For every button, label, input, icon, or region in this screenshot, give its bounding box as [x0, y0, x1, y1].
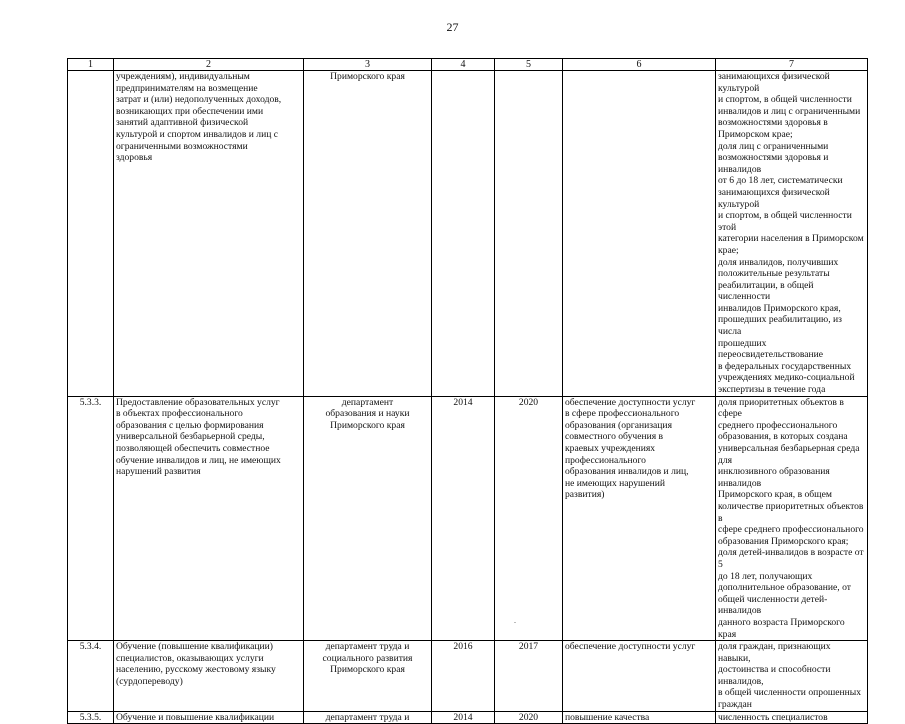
measure-executor: департамент труда и социального развития Приморского края — [304, 641, 432, 712]
measure-number — [68, 71, 114, 397]
measure-executor: департамент труда и — [304, 711, 432, 724]
column-header: 1 — [68, 59, 114, 71]
measure-end-year: 2020 — [495, 396, 563, 640]
measure-indicator: численность специалистов — [716, 711, 868, 724]
column-header: 3 — [304, 59, 432, 71]
measure-result: обеспечение доступности услуг — [563, 641, 716, 712]
measure-start-year: 2014 — [432, 396, 495, 640]
measure-result: повышение качества — [563, 711, 716, 724]
column-header: 2 — [114, 59, 304, 71]
measure-number: 5.3.3. — [68, 396, 114, 640]
table-row — [68, 641, 868, 712]
measure-start-year: 2016 — [432, 641, 495, 712]
measure-name: Обучение и повышение квалификации — [114, 711, 304, 724]
measure-executor: Приморского края — [304, 71, 432, 397]
column-number-row — [68, 59, 868, 71]
table-row — [68, 711, 868, 724]
measure-end-year: 2017 — [495, 641, 563, 712]
column-header: 5 — [495, 59, 563, 71]
measure-start-year: 2014 — [432, 711, 495, 724]
measure-indicator: доля граждан, признающих навыки, достоинства и способности инвалидов, в общей численности опрошенных граждан — [716, 641, 868, 712]
measure-executor: департамент образования и науки Приморского края — [304, 396, 432, 640]
measure-indicator: занимающихся физической культурой и спортом, в общей численности инвалидов и лиц с ограниченными возможностями здоровья в Приморском крае; доля лиц с ограниченными возможностями здоровья и инвалидов от 6 до 18 лет, систематически занимающихся физической культурой и спортом, в общей численности этой категории населения в Приморском крае; доля инвалидов, получивших положительные результаты реабилитации, в общей численности инвалидов Приморского края, прошедших реабилитацию, из числа прошедших переосвидетельствование в федеральных государственных учреждениях медико-социальной экспертизы в течение года — [716, 71, 868, 397]
measure-name: Предоставление образовательных услуг в объектах профессионального образования с целью формирования универсальной безбарьерной среды, позволяющей обеспечить совместное обучение инвалидов и лиц, не имеющих нарушений развития — [114, 396, 304, 640]
measure-indicator: доля приоритетных объектов в сфере среднего профессионального образования, в которых создана универсальная безбарьерная среда для инклюзивного образования инвалидов Приморского края, в общем количестве приоритетных объектов в сфере среднего профессионального образования Приморского края; доля детей-инвалидов в возрасте от 5 до 18 лет, получающих дополнительное образование, от общей численности детей-инвалидов данного возраста Приморского края — [716, 396, 868, 640]
measure-end-year: 2020 — [495, 711, 563, 724]
table-row — [68, 396, 868, 640]
measure-name: Обучение (повышение квалификации) специалистов, оказывающих услуги населению, русскому жестовому языку (сурдопереводу) — [114, 641, 304, 712]
column-header: 6 — [563, 59, 716, 71]
measure-end-year — [495, 71, 563, 397]
page-number: 27 — [446, 20, 459, 34]
measure-result — [563, 71, 716, 397]
measure-number: 5.3.5. — [68, 711, 114, 724]
column-header: 7 — [716, 59, 868, 71]
column-header: 4 — [432, 59, 495, 71]
scan-speck — [514, 622, 516, 623]
measures-table — [67, 58, 868, 724]
measure-name: учреждениям), индивидуальным предпринимателям на возмещение затрат и (или) недополученных доходов, возникающих при обеспечении ими занятий адаптивной физической культурой и спортом инвалидов и лиц с ограниченными возможностями здоровья — [114, 71, 304, 397]
table-row — [68, 71, 868, 397]
measure-result: обеспечение доступности услуг в сфере профессионального образования (организация совместного обучения в краевых учреждениях профессионального образования инвалидов и лиц, не имеющих нарушений развития) — [563, 396, 716, 640]
measure-start-year — [432, 71, 495, 397]
measure-number: 5.3.4. — [68, 641, 114, 712]
